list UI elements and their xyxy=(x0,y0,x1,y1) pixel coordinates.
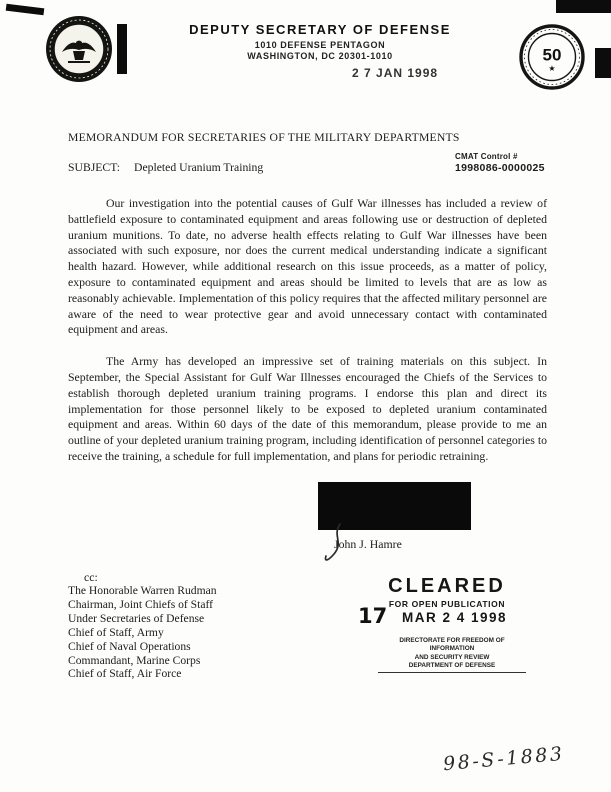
cc-recipient: Chief of Naval Operations xyxy=(68,639,191,653)
received-date-stamp: 2 7 JAN 1998 xyxy=(352,66,439,80)
letterhead xyxy=(155,22,485,61)
cmat-control-block xyxy=(455,152,585,174)
cc-list xyxy=(68,584,217,681)
publication-date-stamp: MAR 2 4 1998 xyxy=(402,610,508,625)
cc-recipient: Commandant, Marine Corps xyxy=(68,653,201,667)
anniversary-50-seal-icon xyxy=(519,24,585,95)
cc-recipient: Chief of Staff, Air Force xyxy=(68,667,182,681)
letterhead-address-line2: WASHINGTON, DC 20301-1010 xyxy=(247,51,393,61)
department-of-defense-seal-icon xyxy=(44,14,114,89)
directorate-line2: AND SECURITY REVIEW xyxy=(414,653,490,661)
for-open-publication-text: FOR OPEN PUBLICATION xyxy=(388,599,506,609)
scan-artifact-right-edge xyxy=(595,48,611,78)
directorate-stamp xyxy=(378,637,526,673)
cleared-stamp-text: CLEARED xyxy=(388,575,506,597)
memorandum-for-line: MEMORANDUM FOR SECRETARIES OF THE MILITARY DEPARTMENTS xyxy=(68,131,460,144)
letterhead-title: DEPUTY SECRETARY OF DEFENSE xyxy=(189,22,451,37)
handwritten-number: 17 xyxy=(358,604,388,628)
directorate-line1: DIRECTORATE FOR FREEDOM OF INFORMATION xyxy=(399,637,505,653)
scan-artifact-left-edge xyxy=(117,24,127,74)
scan-artifact-top-right xyxy=(556,0,611,13)
memo-body xyxy=(68,196,547,481)
cc-recipient: Chairman, Joint Chiefs of Staff xyxy=(68,597,214,611)
anniversary-seal-number: 50 xyxy=(542,45,562,65)
subject-line xyxy=(68,161,263,174)
subject-label: SUBJECT: xyxy=(68,161,121,174)
signature-name: John J. Hamre xyxy=(334,537,402,551)
anniversary-seal-star-icon: ★ xyxy=(548,64,556,73)
cc-recipient: The Honorable Warren Rudman xyxy=(68,584,217,597)
directorate-line3: DEPARTMENT OF DEFENSE xyxy=(408,661,496,669)
paragraph-1: Our investigation into the potential causes of Gulf War illnesses has included a review of battlefield exposure to contaminated equipment and areas following use or destruction of depleted uranium munitions. To date, no adverse health effects relating to Gulf War illnesses have been associated with such exposure, nor does the current medical understanding indicate a significant health hazard. However, while additional research on this issue proceeds, as a matter of policy, exposure to contaminated equipment and areas should be limited to levels that are as low as reasonably achievable. Implementation of this policy requires that the affected military personnel are aware of the need to wear protective gear and avoid unnecessary contact with contaminated equipment and areas. xyxy=(68,196,547,337)
cc-recipient: Chief of Staff, Army xyxy=(68,625,164,639)
letterhead-address-line1: 1010 DEFENSE PENTAGON xyxy=(254,40,386,50)
paragraph-2: The Army has developed an impressive set of training materials on this subject. In September, the Special Assistant for Gulf War Illnesses encouraged the Chiefs of the Services to establish thorough depleted uranium training programs. I endorse this plan and direct its implementation for those personnel likely to be exposed to depleted uranium contaminated equipment and areas. Within 60 days of the date of this memorandum, please provide to me an outline of your depleted uranium training program, including identification of personnel categories to receive the training, a schedule for full implementation, and plans for periodic retraining. xyxy=(68,354,547,463)
cmat-control-number: 1998086-0000025 xyxy=(455,162,545,174)
cmat-control-label: CMAT Control # xyxy=(455,152,518,161)
scan-artifact-top-left xyxy=(6,4,45,16)
subject-value: Depleted Uranium Training xyxy=(134,161,264,174)
cc-label: cc: xyxy=(84,570,98,584)
handwritten-reference-number: 98-S-1883 xyxy=(442,742,566,776)
cc-recipient: Under Secretaries of Defense xyxy=(68,611,205,625)
cleared-stamp xyxy=(368,575,526,609)
